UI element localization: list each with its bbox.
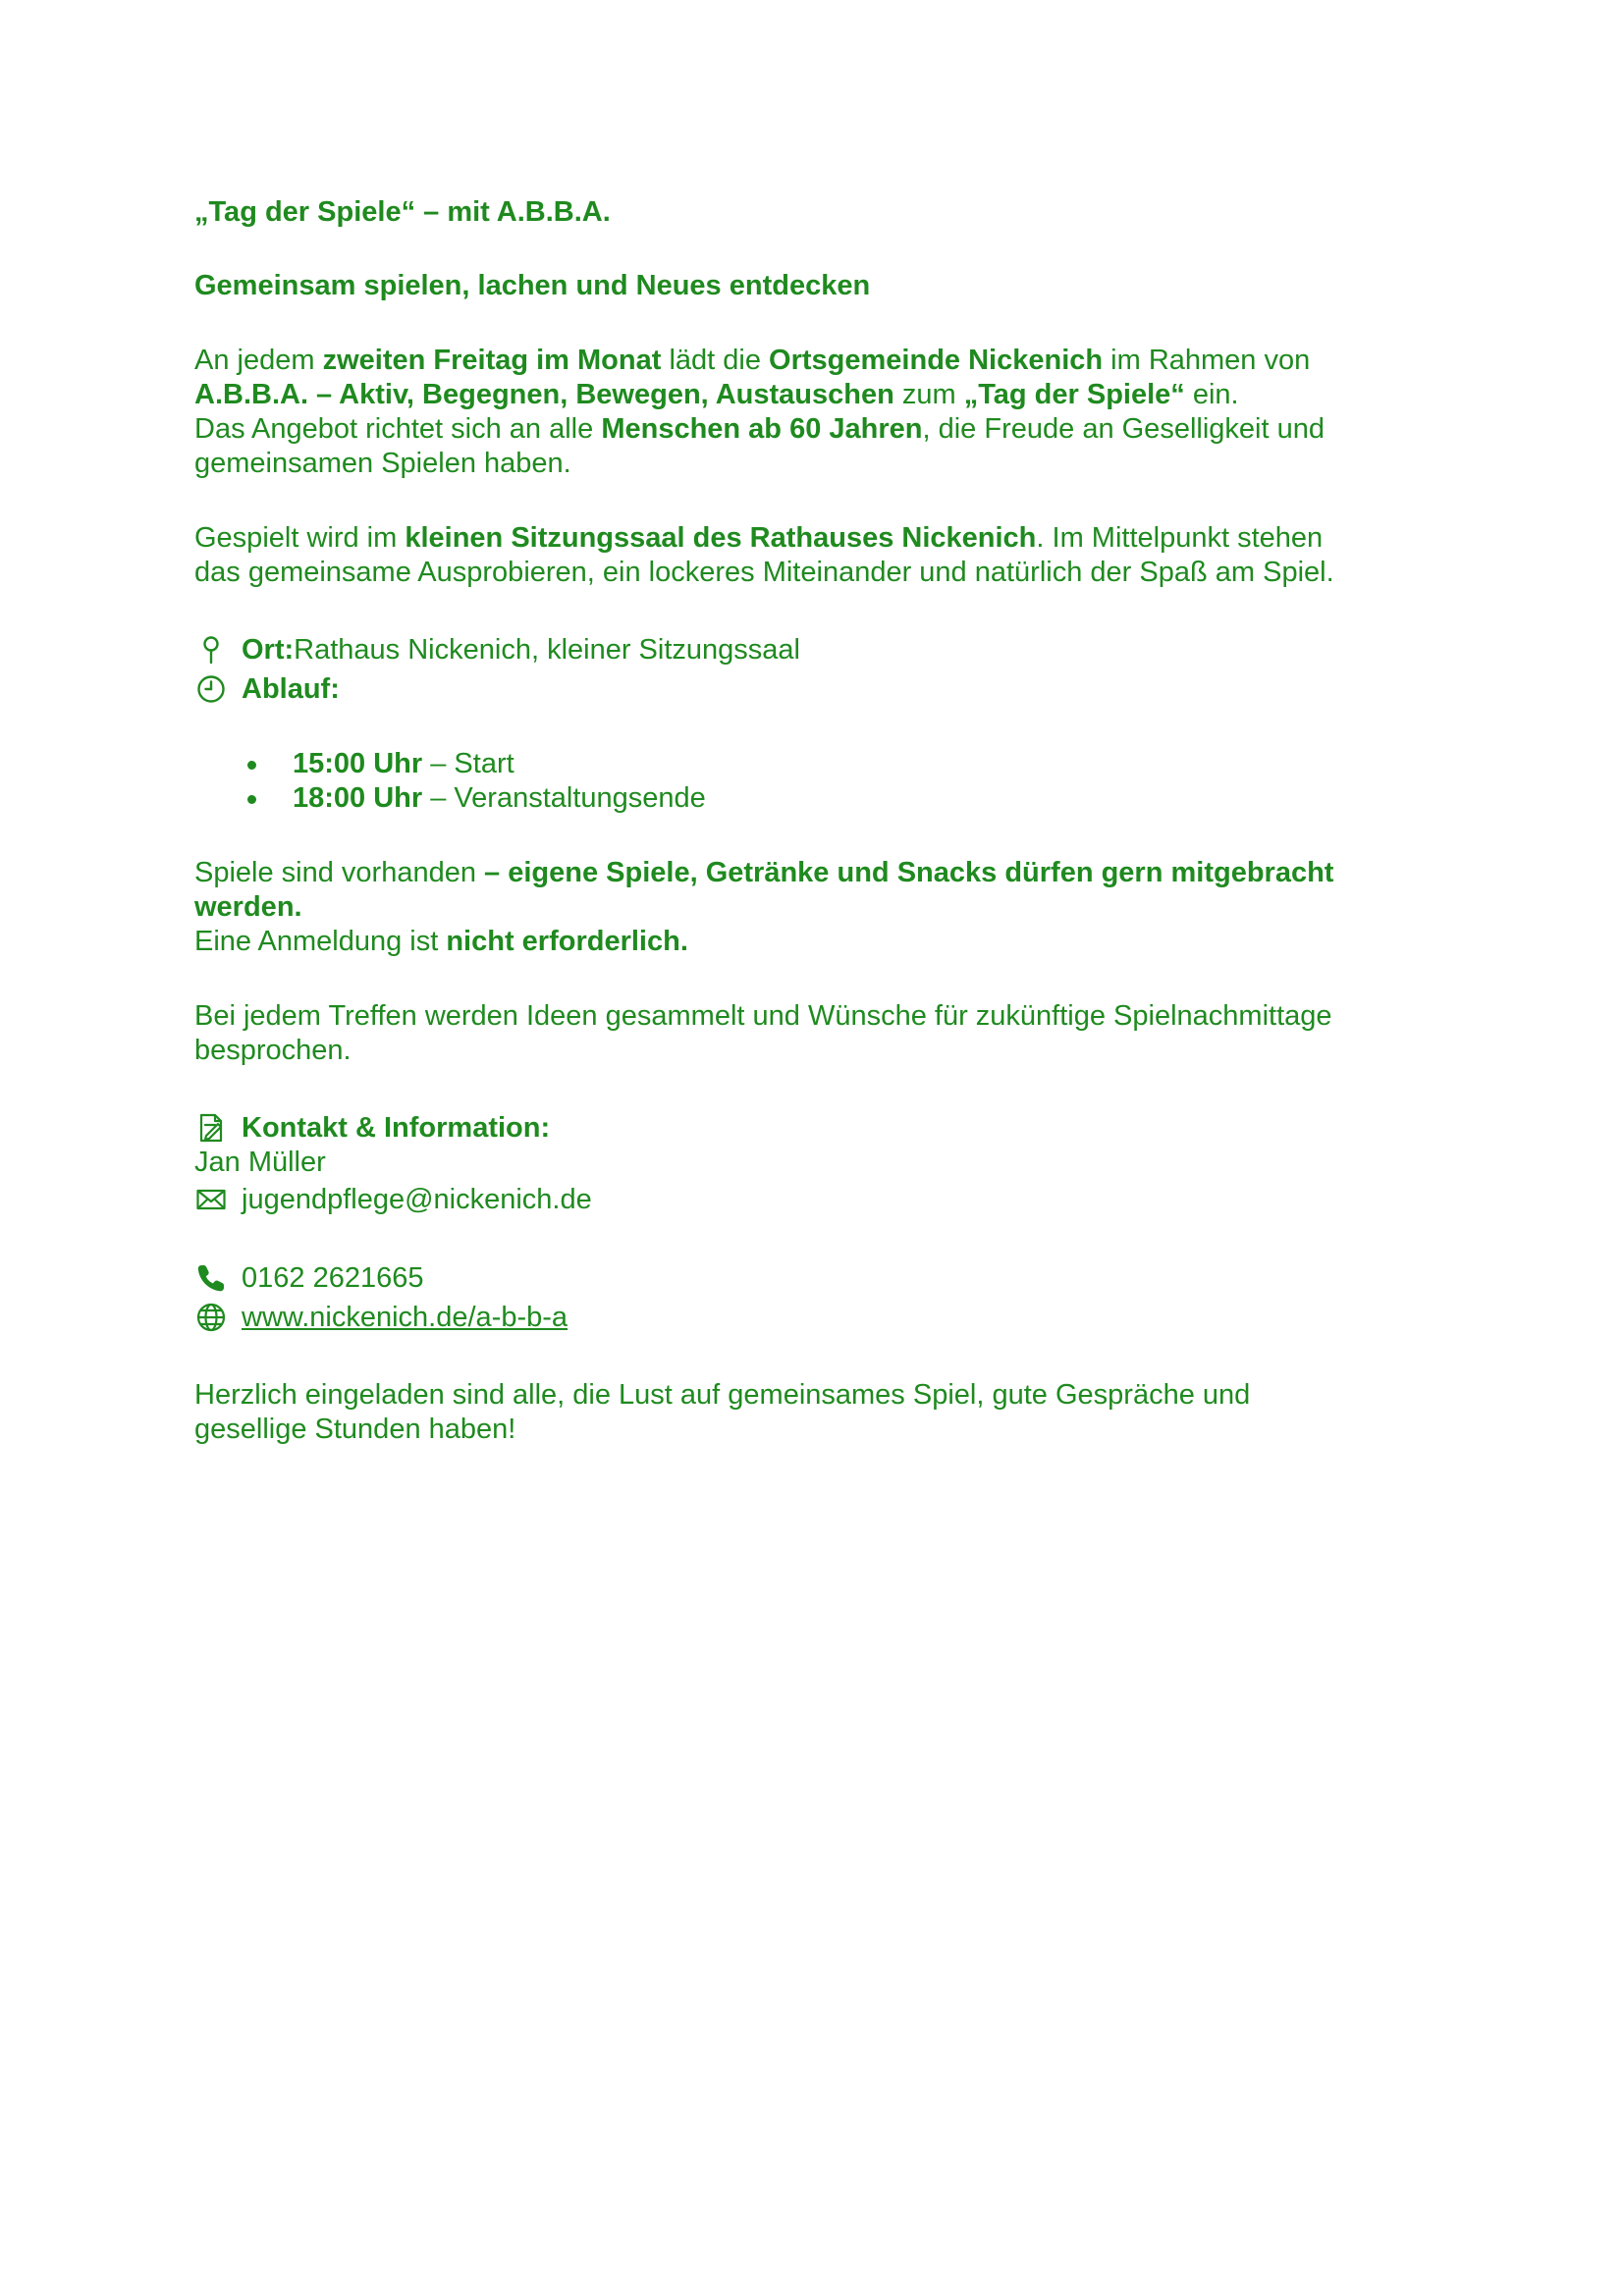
document-title: „Tag der Spiele“ – mit A.B.B.A. [194, 196, 611, 228]
location-label: Ort: [242, 634, 295, 666]
paragraph-4-line-1: Bei jedem Treffen werden Ideen gesammelt und Wünsche für zukünftige Spielnachmittage [194, 1000, 1332, 1032]
paragraph-1-line-2: A.B.B.A. – Aktiv, Begegnen, Bewegen, Austauschen zum „Tag der Spiele“ ein. [194, 379, 1239, 410]
schedule-label: Ablauf: [242, 673, 340, 705]
location-value: Rathaus Nickenich, kleiner Sitzungssaal [294, 634, 800, 666]
paragraph-3-line-2: werden. [194, 891, 302, 923]
email-row [194, 1182, 592, 1217]
paragraph-2-line-1: Gespielt wird im kleinen Sitzungssaal des Rathauses Nickenich. Im Mittelpunkt stehen [194, 522, 1324, 554]
paragraph-3-line-1: Spiele sind vorhanden – eigene Spiele, Getränke und Snacks dürfen gern mitgebracht [194, 857, 1334, 888]
closing-line-1: Herzlich eingeladen sind alle, die Lust auf gemeinsames Spiel, gute Gespräche und [194, 1379, 1251, 1411]
closing-line-2: gesellige Stunden haben! [194, 1414, 516, 1445]
contact-name: Jan Müller [194, 1147, 326, 1178]
bullet-icon [247, 795, 256, 804]
contact-phone[interactable]: 0162 2621665 [242, 1262, 424, 1294]
contact-heading: Kontakt & Information: [242, 1112, 551, 1144]
phone-icon [194, 1261, 228, 1295]
phone-row [194, 1260, 423, 1296]
clock-icon [194, 672, 228, 706]
paragraph-1-line-4: gemeinsamen Spielen haben. [194, 448, 571, 479]
location-row [194, 632, 800, 667]
paragraph-2-line-2: das gemeinsame Ausprobieren, ein lockeres Miteinander und natürlich der Spaß am Spiel. [194, 557, 1334, 588]
globe-icon [194, 1301, 228, 1334]
email-icon [194, 1183, 228, 1216]
map-pin-icon [194, 633, 228, 667]
document-subtitle: Gemeinsam spielen, lachen und Neues entdecken [194, 270, 871, 301]
contact-heading-row [194, 1110, 550, 1146]
paragraph-3-line-3: Eine Anmeldung ist nicht erforderlich. [194, 926, 688, 957]
contact-email[interactable]: jugendpflege@nickenich.de [242, 1184, 592, 1215]
paragraph-1-line-3: Das Angebot richtet sich an alle Menschen ab 60 Jahren, die Freude an Geselligkeit und [194, 413, 1325, 445]
bullet-icon [247, 761, 256, 770]
note-edit-icon [194, 1111, 228, 1145]
paragraph-1-line-1: An jedem zweiten Freitag im Monat lädt die Ortsgemeinde Nickenich im Rahmen von [194, 345, 1311, 376]
contact-website-link[interactable]: www.nickenich.de/a-b-b-a [242, 1302, 568, 1333]
website-row [194, 1300, 568, 1335]
paragraph-4-line-2: besprochen. [194, 1035, 352, 1066]
schedule-row [194, 671, 340, 707]
